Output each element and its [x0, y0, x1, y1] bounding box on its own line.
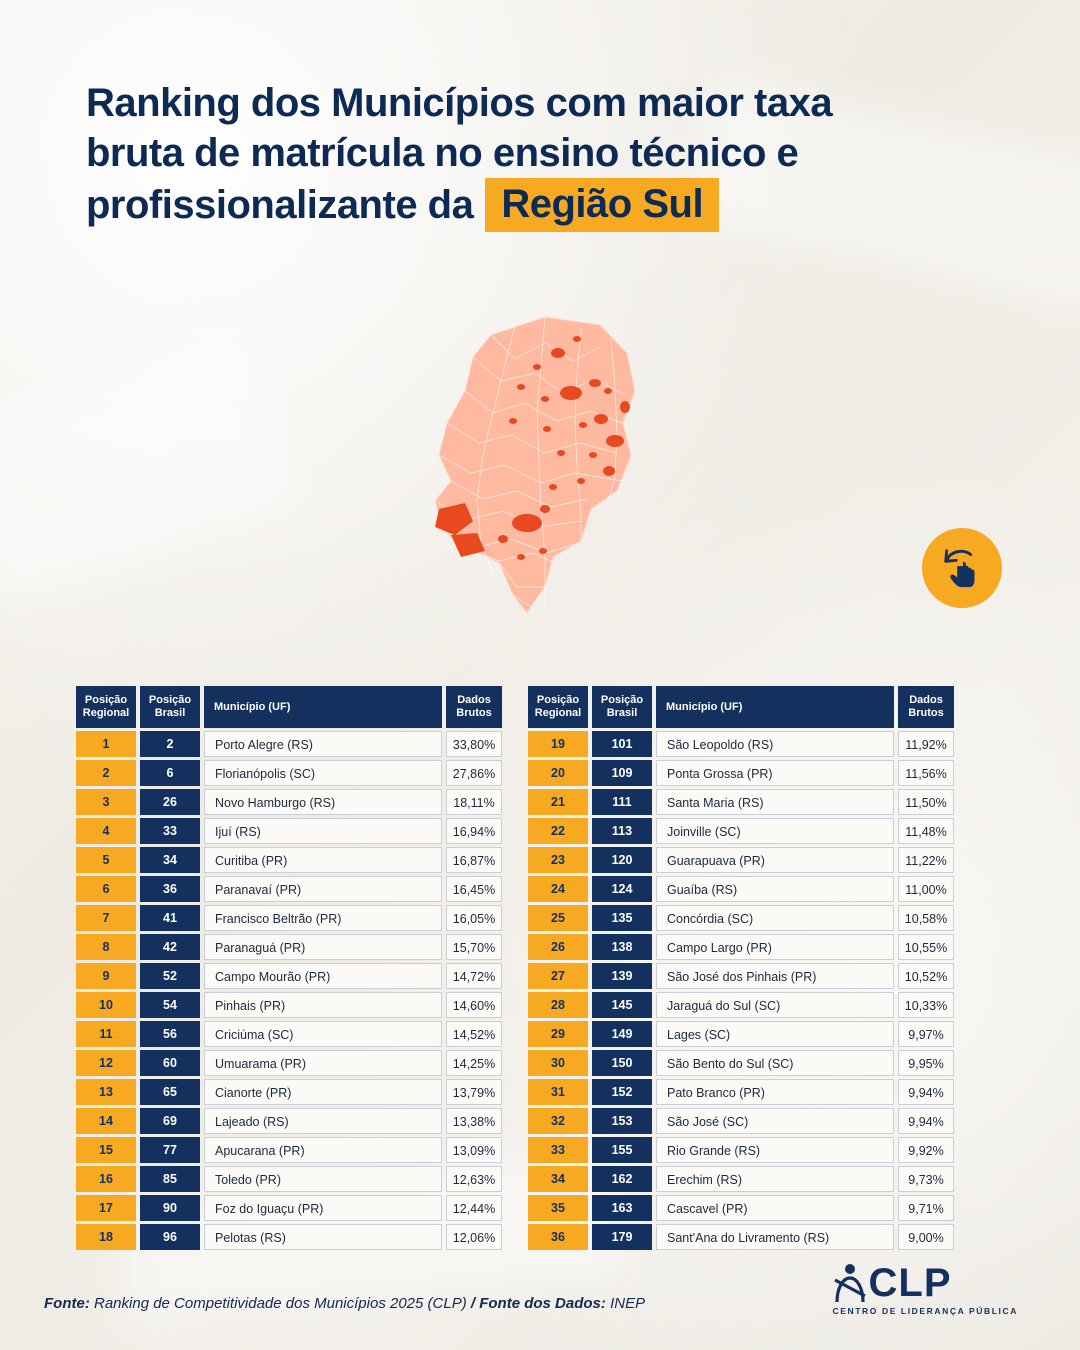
table-row: [528, 731, 954, 757]
title-line-1: Ranking dos Municípios com maior taxa: [86, 81, 833, 125]
cell-dados-brutos: 12,63%: [446, 1166, 502, 1192]
cell-posicao-regional: 15: [76, 1137, 136, 1163]
table-row: [528, 876, 954, 902]
cell-posicao-brasil: 65: [140, 1079, 200, 1105]
cell-dados-brutos: 10,55%: [898, 934, 954, 960]
cell-dados-brutos: 14,52%: [446, 1021, 502, 1047]
column-header-posicao-brasil: Posição Brasil: [592, 686, 652, 728]
cell-municipio: Lajeado (RS): [204, 1108, 442, 1134]
logo-tagline: CENTRO DE LIDERANÇA PÚBLICA: [832, 1306, 1018, 1316]
cell-municipio: Guarapuava (PR): [656, 847, 894, 873]
cell-posicao-regional: 1: [76, 731, 136, 757]
table-row: [76, 760, 502, 786]
cell-posicao-regional: 4: [76, 818, 136, 844]
cell-dados-brutos: 9,73%: [898, 1166, 954, 1192]
cell-dados-brutos: 16,05%: [446, 905, 502, 931]
cell-posicao-brasil: 153: [592, 1108, 652, 1134]
cell-posicao-brasil: 26: [140, 789, 200, 815]
cell-municipio: Apucarana (PR): [204, 1137, 442, 1163]
table-row: [76, 1021, 502, 1047]
table-row: [76, 1166, 502, 1192]
cell-posicao-regional: 14: [76, 1108, 136, 1134]
table-row: [528, 847, 954, 873]
cell-posicao-brasil: 120: [592, 847, 652, 873]
cell-municipio: Pelotas (RS): [204, 1224, 442, 1250]
ranking-tables: [72, 683, 1012, 1253]
cell-municipio: Guaíba (RS): [656, 876, 894, 902]
table-row: [528, 1166, 954, 1192]
cell-posicao-regional: 31: [528, 1079, 588, 1105]
cell-posicao-regional: 12: [76, 1050, 136, 1076]
cell-dados-brutos: 11,92%: [898, 731, 954, 757]
title-line-2: bruta de matrícula no ensino técnico e: [86, 131, 799, 175]
map-base-shape: [435, 317, 635, 613]
cell-municipio: Santa Maria (RS): [656, 789, 894, 815]
table-row: [528, 1137, 954, 1163]
table-row: [528, 934, 954, 960]
south-region-map: [395, 295, 695, 645]
cell-posicao-brasil: 34: [140, 847, 200, 873]
cell-dados-brutos: 13,09%: [446, 1137, 502, 1163]
footer-dados-value: INEP: [610, 1295, 646, 1312]
cell-posicao-regional: 20: [528, 760, 588, 786]
ranking-table-right: [524, 683, 958, 1253]
cell-dados-brutos: 33,80%: [446, 731, 502, 757]
cell-posicao-regional: 9: [76, 963, 136, 989]
cell-dados-brutos: 14,72%: [446, 963, 502, 989]
table-row: [76, 1224, 502, 1250]
cell-posicao-brasil: 33: [140, 818, 200, 844]
table-row: [528, 1050, 954, 1076]
cell-posicao-brasil: 162: [592, 1166, 652, 1192]
cell-posicao-regional: 6: [76, 876, 136, 902]
cell-posicao-regional: 32: [528, 1108, 588, 1134]
cell-municipio: Foz do Iguaçu (PR): [204, 1195, 442, 1221]
cell-posicao-regional: 36: [528, 1224, 588, 1250]
cell-posicao-brasil: 36: [140, 876, 200, 902]
logo-text: CLP: [868, 1261, 952, 1305]
cell-posicao-brasil: 155: [592, 1137, 652, 1163]
cell-posicao-brasil: 85: [140, 1166, 200, 1192]
title-highlight-regiao-sul: Região Sul: [485, 178, 719, 232]
clp-person-icon: [833, 1262, 867, 1304]
table-body-right: [528, 731, 954, 1250]
cell-municipio: Sant'Ana do Livramento (RS): [656, 1224, 894, 1250]
table-row: [528, 905, 954, 931]
cell-dados-brutos: 9,94%: [898, 1108, 954, 1134]
cell-municipio: Umuarama (PR): [204, 1050, 442, 1076]
table-row: [76, 789, 502, 815]
logo-mark-and-name: [833, 1262, 1019, 1304]
cell-dados-brutos: 9,95%: [898, 1050, 954, 1076]
cell-posicao-regional: 26: [528, 934, 588, 960]
cell-dados-brutos: 11,56%: [898, 760, 954, 786]
cell-dados-brutos: 11,48%: [898, 818, 954, 844]
cell-municipio: Florianópolis (SC): [204, 760, 442, 786]
table-header-row: [528, 686, 954, 728]
cell-dados-brutos: 16,87%: [446, 847, 502, 873]
table-row: [76, 963, 502, 989]
cell-posicao-brasil: 2: [140, 731, 200, 757]
cell-dados-brutos: 15,70%: [446, 934, 502, 960]
cell-posicao-regional: 7: [76, 905, 136, 931]
cell-posicao-regional: 2: [76, 760, 136, 786]
cell-posicao-regional: 11: [76, 1021, 136, 1047]
cell-dados-brutos: 16,45%: [446, 876, 502, 902]
table-row: [76, 934, 502, 960]
cell-dados-brutos: 9,94%: [898, 1079, 954, 1105]
cell-posicao-brasil: 56: [140, 1021, 200, 1047]
table-row: [76, 731, 502, 757]
cell-posicao-regional: 24: [528, 876, 588, 902]
cell-posicao-brasil: 90: [140, 1195, 200, 1221]
cell-dados-brutos: 16,94%: [446, 818, 502, 844]
footer-separator: /: [470, 1295, 476, 1312]
cell-municipio: Jaraguá do Sul (SC): [656, 992, 894, 1018]
table-row: [76, 1079, 502, 1105]
table-row: [528, 818, 954, 844]
cell-municipio: Concórdia (SC): [656, 905, 894, 931]
cell-dados-brutos: 11,00%: [898, 876, 954, 902]
cell-posicao-brasil: 145: [592, 992, 652, 1018]
cell-dados-brutos: 9,92%: [898, 1137, 954, 1163]
cell-municipio: Criciúma (SC): [204, 1021, 442, 1047]
cell-dados-brutos: 13,38%: [446, 1108, 502, 1134]
cell-municipio: Ijuí (RS): [204, 818, 442, 844]
cell-posicao-regional: 3: [76, 789, 136, 815]
table-row: [528, 1224, 954, 1250]
cell-municipio: Pinhais (PR): [204, 992, 442, 1018]
cell-posicao-brasil: 152: [592, 1079, 652, 1105]
table-row: [76, 818, 502, 844]
cell-posicao-regional: 18: [76, 1224, 136, 1250]
table-row: [528, 760, 954, 786]
cell-dados-brutos: 11,22%: [898, 847, 954, 873]
cell-posicao-regional: 21: [528, 789, 588, 815]
cell-municipio: São José (SC): [656, 1108, 894, 1134]
column-header-dados-brutos: Dados Brutos: [898, 686, 954, 728]
column-header-municipio: Município (UF): [656, 686, 894, 728]
cell-municipio: Curitiba (PR): [204, 847, 442, 873]
source-footer: [44, 1295, 645, 1312]
cell-posicao-brasil: 101: [592, 731, 652, 757]
table-row: [528, 963, 954, 989]
cell-dados-brutos: 10,58%: [898, 905, 954, 931]
cell-posicao-regional: 10: [76, 992, 136, 1018]
cell-dados-brutos: 11,50%: [898, 789, 954, 815]
title-line-3: [86, 178, 986, 232]
cell-municipio: Paranavaí (PR): [204, 876, 442, 902]
cell-municipio: Cianorte (PR): [204, 1079, 442, 1105]
clp-logo: [833, 1262, 1019, 1316]
cell-posicao-regional: 5: [76, 847, 136, 873]
cell-dados-brutos: 10,52%: [898, 963, 954, 989]
footer-label-dados: Fonte dos Dados:: [479, 1295, 606, 1312]
cell-posicao-brasil: 179: [592, 1224, 652, 1250]
table-row: [76, 1050, 502, 1076]
footer-label-fonte: Fonte:: [44, 1295, 90, 1312]
table-row: [528, 1079, 954, 1105]
table-row: [76, 1137, 502, 1163]
cell-municipio: Erechim (RS): [656, 1166, 894, 1192]
cell-municipio: São Bento do Sul (SC): [656, 1050, 894, 1076]
cell-posicao-brasil: 96: [140, 1224, 200, 1250]
column-header-dados-brutos: Dados Brutos: [446, 686, 502, 728]
cell-dados-brutos: 18,11%: [446, 789, 502, 815]
cell-posicao-regional: 22: [528, 818, 588, 844]
column-header-posicao-brasil: Posição Brasil: [140, 686, 200, 728]
cell-posicao-brasil: 109: [592, 760, 652, 786]
cell-posicao-brasil: 135: [592, 905, 652, 931]
cell-posicao-regional: 23: [528, 847, 588, 873]
cell-municipio: São Leopoldo (RS): [656, 731, 894, 757]
swipe-hand-icon[interactable]: [922, 528, 1002, 608]
cell-posicao-brasil: 42: [140, 934, 200, 960]
table-row: [76, 905, 502, 931]
ranking-table-left: [72, 683, 506, 1253]
cell-municipio: Rio Grande (RS): [656, 1137, 894, 1163]
cell-posicao-regional: 29: [528, 1021, 588, 1047]
cell-posicao-regional: 30: [528, 1050, 588, 1076]
cell-posicao-regional: 16: [76, 1166, 136, 1192]
cell-municipio: Toledo (PR): [204, 1166, 442, 1192]
cell-posicao-regional: 34: [528, 1166, 588, 1192]
table-row: [76, 876, 502, 902]
cell-municipio: Joinville (SC): [656, 818, 894, 844]
table-row: [528, 789, 954, 815]
cell-dados-brutos: 9,00%: [898, 1224, 954, 1250]
cell-municipio: Campo Largo (PR): [656, 934, 894, 960]
cell-municipio: Pato Branco (PR): [656, 1079, 894, 1105]
cell-posicao-regional: 19: [528, 731, 588, 757]
cell-posicao-brasil: 111: [592, 789, 652, 815]
cell-posicao-brasil: 113: [592, 818, 652, 844]
column-header-municipio: Município (UF): [204, 686, 442, 728]
cell-posicao-brasil: 52: [140, 963, 200, 989]
cell-posicao-brasil: 138: [592, 934, 652, 960]
cell-posicao-brasil: 60: [140, 1050, 200, 1076]
cell-municipio: Ponta Grossa (PR): [656, 760, 894, 786]
cell-posicao-brasil: 139: [592, 963, 652, 989]
cell-posicao-brasil: 69: [140, 1108, 200, 1134]
table-row: [528, 1108, 954, 1134]
cell-posicao-brasil: 6: [140, 760, 200, 786]
cell-posicao-regional: 8: [76, 934, 136, 960]
title-line-3-text: profissionalizante da: [86, 183, 474, 227]
table-row: [76, 1195, 502, 1221]
footer-fonte-value: Ranking de Competitividade dos Municípios 2025 (CLP): [94, 1295, 467, 1312]
cell-municipio: Porto Alegre (RS): [204, 731, 442, 757]
cell-dados-brutos: 12,44%: [446, 1195, 502, 1221]
table-row: [76, 1108, 502, 1134]
cell-posicao-regional: 13: [76, 1079, 136, 1105]
cell-posicao-regional: 27: [528, 963, 588, 989]
cell-municipio: Lages (SC): [656, 1021, 894, 1047]
cell-posicao-regional: 35: [528, 1195, 588, 1221]
cell-posicao-brasil: 54: [140, 992, 200, 1018]
cell-posicao-brasil: 163: [592, 1195, 652, 1221]
page-title: [86, 78, 986, 232]
cell-posicao-regional: 33: [528, 1137, 588, 1163]
column-header-posicao-regional: Posição Regional: [528, 686, 588, 728]
cell-dados-brutos: 14,25%: [446, 1050, 502, 1076]
cell-posicao-regional: 25: [528, 905, 588, 931]
table-row: [76, 847, 502, 873]
cell-dados-brutos: 12,06%: [446, 1224, 502, 1250]
cell-posicao-brasil: 77: [140, 1137, 200, 1163]
table-row: [528, 992, 954, 1018]
cell-posicao-brasil: 149: [592, 1021, 652, 1047]
cell-municipio: São José dos Pinhais (PR): [656, 963, 894, 989]
cell-municipio: Novo Hamburgo (RS): [204, 789, 442, 815]
cell-municipio: Paranaguá (PR): [204, 934, 442, 960]
cell-municipio: Campo Mourão (PR): [204, 963, 442, 989]
paper-texture-streak: [0, 331, 301, 610]
cell-posicao-regional: 17: [76, 1195, 136, 1221]
column-header-posicao-regional: Posição Regional: [76, 686, 136, 728]
cell-dados-brutos: 9,71%: [898, 1195, 954, 1221]
cell-posicao-brasil: 124: [592, 876, 652, 902]
cell-dados-brutos: 13,79%: [446, 1079, 502, 1105]
cell-posicao-regional: 28: [528, 992, 588, 1018]
cell-dados-brutos: 27,86%: [446, 760, 502, 786]
table-row: [528, 1195, 954, 1221]
table-body-left: [76, 731, 502, 1250]
cell-posicao-brasil: 150: [592, 1050, 652, 1076]
table-row: [528, 1021, 954, 1047]
cell-dados-brutos: 9,97%: [898, 1021, 954, 1047]
cell-municipio: Francisco Beltrão (PR): [204, 905, 442, 931]
cell-posicao-brasil: 41: [140, 905, 200, 931]
table-header-row: [76, 686, 502, 728]
cell-municipio: Cascavel (PR): [656, 1195, 894, 1221]
cell-dados-brutos: 14,60%: [446, 992, 502, 1018]
table-row: [76, 992, 502, 1018]
cell-dados-brutos: 10,33%: [898, 992, 954, 1018]
